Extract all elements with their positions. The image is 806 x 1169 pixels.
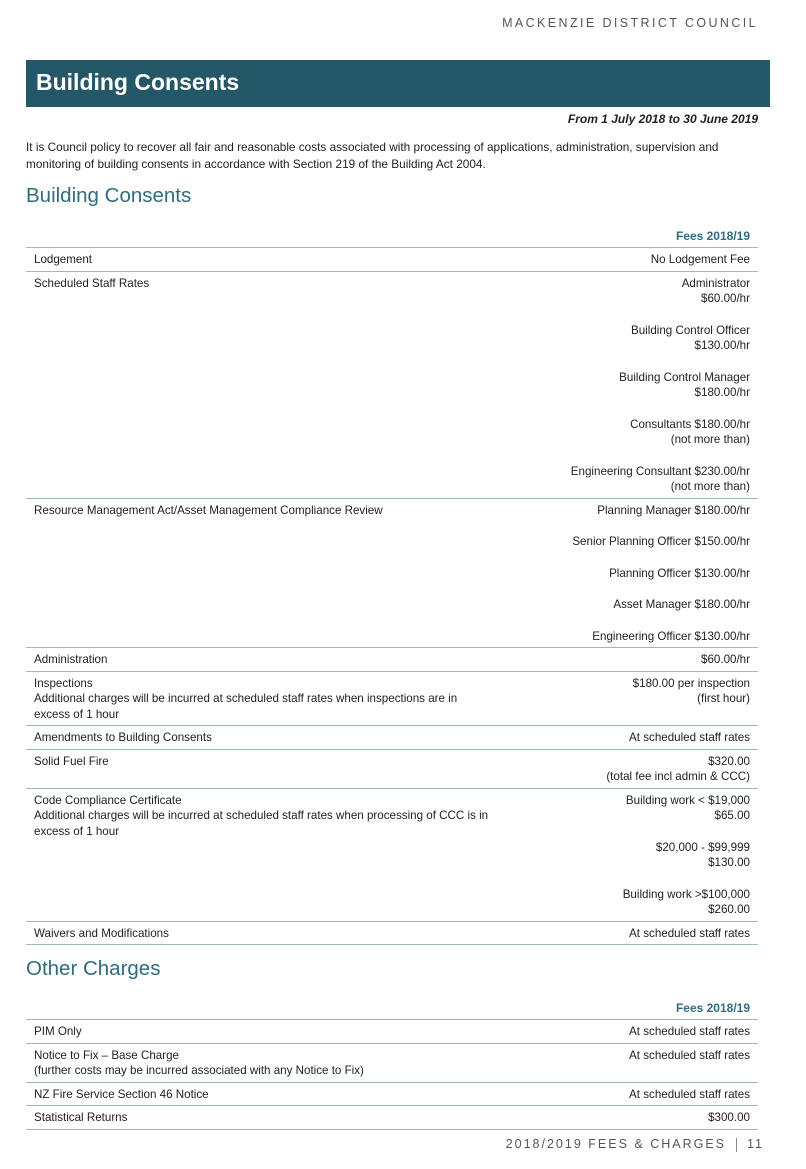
table-row: [26, 648, 758, 672]
fee-value: Engineering Consultant $230.00/hr (not more than): [570, 464, 750, 493]
fee-spacer: [490, 307, 750, 323]
row-fee: [490, 793, 750, 918]
table-row: [26, 750, 758, 789]
row-fee: [490, 1048, 750, 1079]
description-line: Inspections: [34, 676, 93, 690]
description-line: Notice to Fix – Base Charge: [34, 1048, 179, 1062]
fee-value: $320.00 (total fee incl admin & CCC): [606, 754, 750, 783]
row-description: [34, 676, 490, 723]
table-row: [26, 248, 758, 272]
fee-spacer: [490, 824, 750, 840]
row-description: [34, 926, 490, 942]
row-fee: [490, 754, 750, 785]
row-description: [34, 652, 490, 668]
description-line: Solid Fuel Fire: [34, 754, 109, 768]
description-line: Lodgement: [34, 253, 93, 266]
fee-value: Building Control Officer $130.00/hr: [631, 323, 750, 352]
row-description: [34, 793, 490, 918]
fee-value: At scheduled staff rates: [629, 1048, 750, 1062]
fee-value: $20,000 - $99,999 $130.00: [655, 840, 750, 869]
description-line: Administration: [34, 653, 108, 666]
table-row: [26, 672, 758, 727]
fee-value: At scheduled staff rates: [629, 1025, 750, 1038]
table-row: [26, 1044, 758, 1083]
fee-value: At scheduled staff rates: [629, 731, 750, 744]
description-line: Statistical Returns: [34, 1111, 128, 1124]
fee-value: Asset Manager $180.00/hr: [613, 598, 750, 611]
description-line: Code Compliance Certificate: [34, 793, 182, 807]
description-line: Amendments to Building Consents: [34, 731, 212, 744]
description-line: PIM Only: [34, 1025, 82, 1038]
row-fee: [490, 1110, 750, 1126]
row-fee: [490, 252, 750, 268]
table-row: [26, 789, 758, 922]
fee-value: $180.00 per inspection (first hour): [632, 676, 750, 705]
row-fee: [490, 1087, 750, 1103]
table-rows: [26, 1020, 758, 1130]
fee-value: No Lodgement Fee: [650, 253, 750, 266]
description-line: Additional charges will be incurred at scheduled staff rates when processing of CCC is in excess of 1 hour: [34, 809, 489, 838]
fee-value: At scheduled staff rates: [629, 926, 750, 940]
table-rows: [26, 248, 758, 945]
fee-value: Administrator $60.00/hr: [681, 276, 750, 305]
row-description: [34, 276, 490, 495]
description-line: NZ Fire Service Section 46 Notice: [34, 1087, 209, 1101]
row-fee: [490, 276, 750, 495]
fee-value: Engineering Officer $130.00/hr: [592, 629, 750, 643]
table-row: [26, 272, 758, 499]
row-fee: [490, 676, 750, 723]
row-description: [34, 503, 490, 645]
intro-paragraph: It is Council policy to recover all fair and reasonable costs associated with processing of applications, administration, supervision and monitoring of building consents in accordance with Section 219 of the Building Act 2004.: [26, 140, 719, 171]
banner-title: Building Consents: [36, 69, 240, 95]
row-description: [34, 1110, 490, 1126]
fee-value: $60.00/hr: [701, 653, 750, 666]
row-description: [34, 1048, 490, 1079]
row-fee: [490, 730, 750, 746]
fee-spacer: [490, 354, 750, 370]
other-charges-table: [26, 997, 758, 1130]
fee-value: Building Control Manager $180.00/hr: [619, 370, 750, 399]
row-description: [34, 730, 490, 746]
row-fee: [490, 926, 750, 942]
fee-value: Consultants $180.00/hr (not more than): [630, 417, 750, 446]
row-fee: [490, 503, 750, 645]
title-banner: [26, 60, 770, 107]
fee-spacer: [490, 550, 750, 566]
description-line: Resource Management Act/Asset Management Compliance Review: [34, 503, 383, 517]
building-consents-table: [26, 225, 758, 945]
footer-divider: [736, 1138, 737, 1152]
fee-spacer: [490, 518, 750, 534]
period-label: From 1 July 2018 to 30 June 2019: [567, 112, 758, 126]
table-row: [26, 1020, 758, 1044]
fee-value: Planning Manager $180.00/hr: [597, 503, 750, 517]
fee-spacer: [490, 401, 750, 417]
organisation-name: MACKENZIE DISTRICT COUNCIL: [502, 16, 758, 30]
fees-column-header: Fees 2018/19: [26, 997, 758, 1020]
table-row: [26, 499, 758, 649]
table-row: [26, 1083, 758, 1107]
fee-spacer: [490, 448, 750, 464]
row-description: [34, 1024, 490, 1040]
footer-label: 2018/2019 FEES & CHARGES: [505, 1137, 727, 1151]
fee-spacer: [490, 613, 750, 629]
description-line: Additional charges will be incurred at scheduled staff rates when inspections are in excess of 1 hour: [34, 692, 458, 721]
page-footer: [506, 1137, 764, 1152]
description-line: Waivers and Modifications: [34, 926, 169, 940]
table-row: [26, 922, 758, 946]
table-row: [26, 1106, 758, 1130]
fee-value: Senior Planning Officer $150.00/hr: [572, 535, 750, 548]
page-number: 11: [747, 1137, 764, 1151]
description-line: (further costs may be incurred associated with any Notice to Fix): [34, 1064, 364, 1077]
fee-spacer: [490, 871, 750, 887]
row-description: [34, 252, 490, 268]
row-fee: [490, 652, 750, 668]
fee-value: $300.00: [708, 1111, 750, 1124]
fee-spacer: [490, 581, 750, 597]
fee-value: At scheduled staff rates: [629, 1087, 750, 1101]
building-consents-heading: Building Consents: [26, 184, 192, 207]
fee-value: Building work < $19,000 $65.00: [625, 793, 750, 822]
fees-column-header: Fees 2018/19: [26, 225, 758, 248]
row-description: [34, 1087, 490, 1103]
table-row: [26, 726, 758, 750]
fee-value: Planning Officer $130.00/hr: [609, 566, 750, 580]
row-fee: [490, 1024, 750, 1040]
fee-value: Building work >$100,000 $260.00: [622, 887, 750, 916]
other-charges-heading: Other Charges: [26, 957, 161, 980]
row-description: [34, 754, 490, 785]
description-line: Scheduled Staff Rates: [34, 276, 150, 290]
